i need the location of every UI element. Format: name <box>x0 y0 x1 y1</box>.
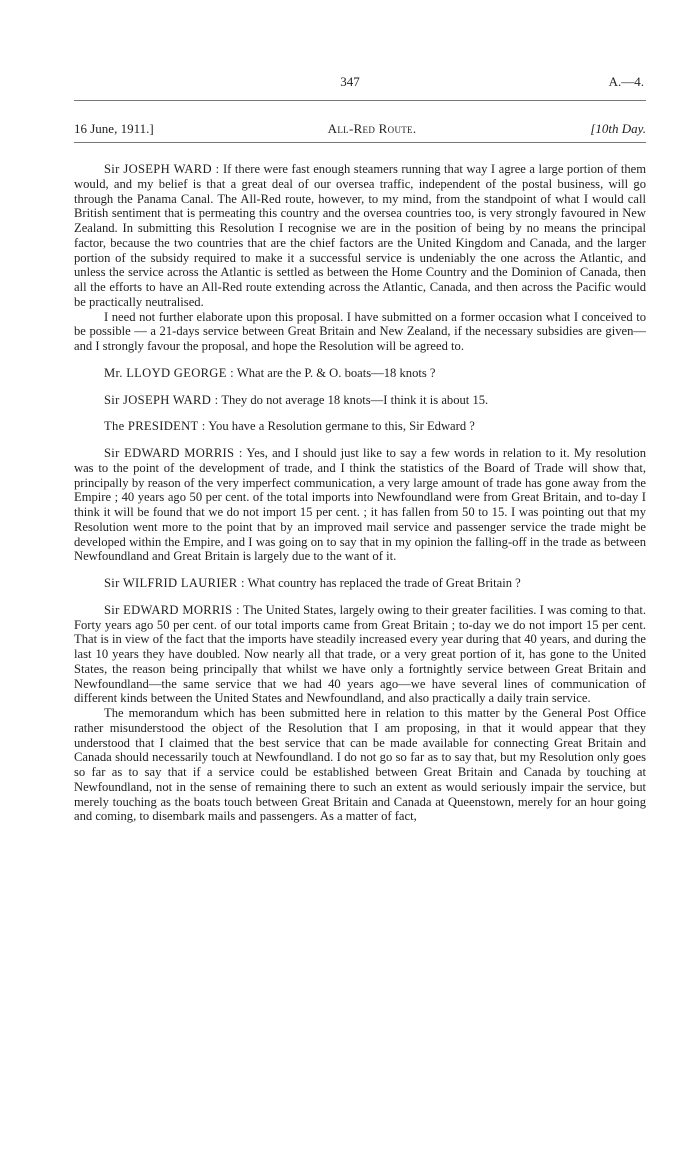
speaker-name: Sir EDWARD MORRIS : <box>104 602 240 617</box>
paragraph-text: The United States, largely owing to their greater facilities. I was coming to that. Forty years ago 50 per cent. of our total imports came from Great Britain ; to-day we do not import 15 per cent. That is in view of the fact that the imports have steadily increased every year during that 40 years, and during the last 10 years they have doubled. Now nearly all that trade, or a very great portion of it, has gone to the United States, the reason being principally that whilst we have only a fortnightly service between Great Britain and Newfoundland—the same service that we had 40 years ago—we have several lines of communication of different kinds between the United States and Newfoundland, and also practically a daily train service. <box>74 602 646 706</box>
speaker-name: Mr. LLOYD GEORGE : <box>104 365 234 380</box>
paragraph <box>74 162 646 310</box>
running-head <box>74 121 646 137</box>
paragraph-text: What are the P. & O. boats—18 knots ? <box>236 365 436 380</box>
paragraph <box>74 706 646 824</box>
paragraph <box>74 366 646 381</box>
paragraph-text: They do not average 18 knots—I think it is about 15. <box>221 392 489 407</box>
header-rule-top <box>74 100 646 101</box>
paragraph <box>74 576 646 591</box>
paragraph-text: I need not further elaborate upon this proposal. I have submitted on a former occasion what I conceived to be possible — a 21-days service between Great Britain and New Zealand, if the necessary subsidies are given—and I strongly favour the proposal, and hope the Resolution will be agreed to. <box>74 309 646 353</box>
paragraph <box>74 419 646 434</box>
paragraph-text: If there were fast enough steamers running that way I agree a large portion of them would, and my belief is that a great deal of our oversea traffic, independent of the postal business, will go through the Panama Canal. The All-Red route, however, to my mind, from the standpoint of what I would call British sentiment that is permeating this country and the oversea countries too, is very strongly favoured in New Zealand. In submitting this Resolution I recognise we are in the position of being by no means the principal factor, because the two countries that are the chief factors are the United Kingdom and Canada, and the larger portion of the subsidy required to make it a successful service is undeniably the one across the Atlantic, and unless the service across the Atlantic is settled as between the Home Country and the Dominion of Canada, then all the efforts to have an All-Red route extending across the Atlantic, Canada, and then across the Pacific would be practically neutralised. <box>74 162 646 309</box>
paragraph-text: Yes, and I should just like to say a few words in relation to it. My resolution was to the point of the development of trade, and I think the statistics of the Board of Trade will show that, principally by reason of the very imperfect communication, a very large amount of trade has gone away from the Empire ; 40 years ago 50 per cent. of the total imports into Newfoundland were from Great Britain, and to-day I think it will be found that we do not import 15 per cent. ; it has fallen from 50 to 15. I was pointing out that my Resolution went more to the point that by an improved mail service and passenger service the trade might be developed within the Empire, and I was going on to say that in my opinion the falling-off in the trade as between Newfoundland and Great Britain is largely due to the want of it. <box>74 446 646 564</box>
header-rule-bottom <box>74 142 646 143</box>
speaker-name: Sir WILFRID LAURIER : <box>104 576 245 590</box>
header-date: 16 June, 1911.] <box>74 121 154 136</box>
paragraph <box>74 446 646 564</box>
paragraph-text: You have a Resolution germane to this, Sir Edward ? <box>208 419 475 434</box>
speaker-name: Sir EDWARD MORRIS : <box>104 446 243 460</box>
paragraph-text: The memorandum which has been submitted here in relation to this matter by the General Post Office rather misunderstood the object of the Resolution that I am proposing, in that it would appear that they understood that I claimed that the best service that can be made available for connecting Great Britain and Canada should necessarily touch at Newfoundland. I do not go so far as to say that, but my Resolution only goes so far as to say that if a service could be established between Great Britain and Canada by touching at Newfoundland, not in the sense of remaining there to such an extent as would seriously impair the service, but merely touching as the boats touch between Great Britain and Canada at Queenstown, merely for an hour going and coming, to disembark mails and passengers. As a matter of fact, <box>74 706 646 824</box>
speaker-name: Sir JOSEPH WARD : <box>104 392 219 407</box>
header-day: [10th Day. <box>590 121 646 136</box>
paragraph <box>74 393 646 408</box>
speaker-name: Sir JOSEPH WARD : <box>104 162 220 176</box>
paragraph <box>74 310 646 354</box>
paragraph-text: What country has replaced the trade of Great Britain ? <box>247 576 521 590</box>
header-title: All-Red Route. <box>327 121 417 136</box>
document-reference: A.—4. <box>608 74 644 89</box>
page-number: 347 <box>340 74 360 89</box>
body-text <box>74 162 646 824</box>
speaker-name: The PRESIDENT : <box>104 419 206 434</box>
paragraph <box>74 603 646 706</box>
